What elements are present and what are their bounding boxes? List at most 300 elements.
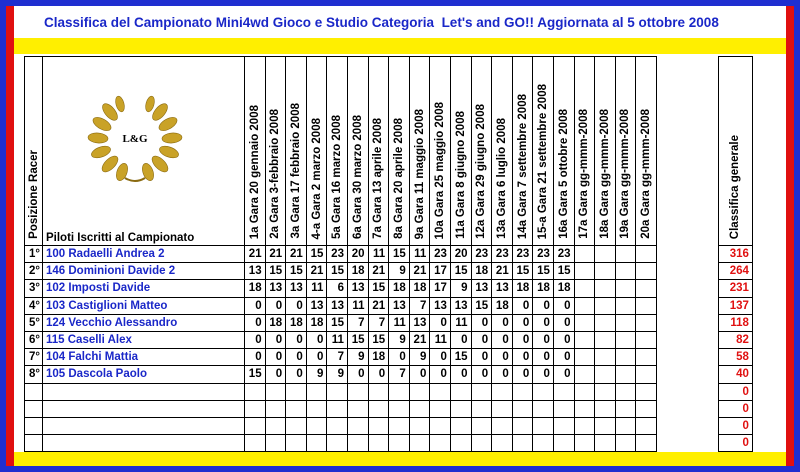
score-cell: [368, 435, 389, 452]
table-row: [25, 314, 753, 331]
score-cell: [615, 280, 636, 297]
score-cell: [574, 280, 595, 297]
pilot-name-cell: [43, 417, 245, 434]
score-cell: [595, 366, 616, 383]
score-cell: [347, 417, 368, 434]
score-cell: 15: [553, 263, 574, 280]
score-cell: 13: [245, 263, 266, 280]
score-cell: 13: [409, 314, 430, 331]
score-cell: 15: [450, 263, 471, 280]
score-cell: 0: [368, 366, 389, 383]
score-cell: [471, 383, 492, 400]
score-cell: [471, 417, 492, 434]
score-cell: 13: [347, 280, 368, 297]
total-cell: 0: [718, 400, 752, 417]
score-cell: [615, 297, 636, 314]
score-cell: 21: [286, 246, 307, 263]
race-header: 14a Gara 7 settembre 2008: [512, 57, 533, 246]
score-cell: [512, 400, 533, 417]
table-row: [25, 400, 753, 417]
spacer-cell: [656, 314, 718, 331]
score-cell: [533, 383, 554, 400]
score-cell: 18: [286, 314, 307, 331]
score-cell: [409, 417, 430, 434]
score-cell: [265, 417, 286, 434]
position-cell: [25, 435, 43, 452]
score-cell: 0: [265, 331, 286, 348]
score-cell: [430, 383, 451, 400]
score-cell: 15: [327, 263, 348, 280]
score-cell: [368, 400, 389, 417]
position-cell: [25, 400, 43, 417]
pilot-name-cell: [43, 400, 245, 417]
score-cell: 7: [368, 314, 389, 331]
score-cell: 11: [347, 297, 368, 314]
score-cell: 23: [512, 246, 533, 263]
score-cell: 20: [347, 246, 368, 263]
score-cell: [327, 400, 348, 417]
total-cell: 0: [718, 383, 752, 400]
score-cell: [553, 417, 574, 434]
score-cell: [595, 331, 616, 348]
score-cell: 0: [492, 314, 513, 331]
position-cell: 5°: [25, 314, 43, 331]
score-cell: 0: [533, 366, 554, 383]
score-cell: 15: [368, 280, 389, 297]
position-cell: 4°: [25, 297, 43, 314]
score-cell: 0: [492, 349, 513, 366]
spacer-cell: [656, 417, 718, 434]
pilot-name-cell: 105 Dascola Paolo: [43, 366, 245, 383]
score-cell: 21: [368, 297, 389, 314]
position-cell: [25, 383, 43, 400]
score-cell: 15: [450, 349, 471, 366]
score-cell: [450, 383, 471, 400]
score-cell: [347, 383, 368, 400]
score-cell: 0: [430, 349, 451, 366]
score-cell: 23: [471, 246, 492, 263]
score-cell: 21: [265, 246, 286, 263]
score-cell: 18: [533, 280, 554, 297]
score-cell: 0: [265, 349, 286, 366]
score-cell: 9: [450, 280, 471, 297]
score-cell: [615, 435, 636, 452]
score-cell: [450, 417, 471, 434]
position-cell: [25, 417, 43, 434]
race-header: 17a Gara gg-mmm-2008: [574, 57, 595, 246]
total-header: Classifica generale: [718, 57, 752, 246]
score-cell: 18: [512, 280, 533, 297]
score-cell: 15: [368, 331, 389, 348]
score-cell: 23: [492, 246, 513, 263]
score-cell: 0: [430, 314, 451, 331]
table-row: [25, 366, 753, 383]
pilot-name-cell: 115 Caselli Alex: [43, 331, 245, 348]
score-cell: [492, 435, 513, 452]
score-cell: 0: [347, 366, 368, 383]
race-header: 2a Gara 3-febbraio 2008: [265, 57, 286, 246]
score-cell: [409, 383, 430, 400]
score-cell: 0: [512, 331, 533, 348]
score-cell: 0: [471, 314, 492, 331]
score-cell: [533, 417, 554, 434]
spacer-cell: [656, 400, 718, 417]
score-cell: [595, 246, 616, 263]
score-cell: [636, 383, 657, 400]
race-header: 20a Gara gg-mmm-2008: [636, 57, 657, 246]
score-cell: 20: [450, 246, 471, 263]
score-cell: 23: [553, 246, 574, 263]
total-cell: 0: [718, 417, 752, 434]
score-cell: [636, 349, 657, 366]
score-cell: [306, 417, 327, 434]
score-cell: [595, 400, 616, 417]
score-cell: 17: [430, 280, 451, 297]
score-cell: 0: [286, 349, 307, 366]
score-cell: 15: [389, 246, 410, 263]
score-cell: 18: [368, 349, 389, 366]
score-cell: 11: [327, 331, 348, 348]
score-cell: [574, 246, 595, 263]
score-cell: [595, 383, 616, 400]
score-cell: [450, 400, 471, 417]
total-cell: 118: [718, 314, 752, 331]
total-cell: 231: [718, 280, 752, 297]
score-cell: 9: [409, 349, 430, 366]
score-cell: 0: [492, 331, 513, 348]
score-cell: 0: [286, 366, 307, 383]
total-cell: 58: [718, 349, 752, 366]
score-cell: 0: [409, 366, 430, 383]
score-cell: [409, 400, 430, 417]
score-cell: 0: [512, 349, 533, 366]
score-cell: 7: [409, 297, 430, 314]
race-header: 13a Gara 6 luglio 2008: [492, 57, 513, 246]
spacer-cell: [656, 383, 718, 400]
score-cell: 23: [430, 246, 451, 263]
table-row: [25, 417, 753, 434]
score-cell: 0: [245, 297, 266, 314]
score-cell: 21: [245, 246, 266, 263]
spacer-cell: [656, 435, 718, 452]
score-cell: 15: [347, 331, 368, 348]
score-cell: [636, 280, 657, 297]
score-cell: [636, 417, 657, 434]
score-cell: [553, 383, 574, 400]
score-cell: 17: [430, 263, 451, 280]
score-cell: 0: [245, 349, 266, 366]
pilot-name-cell: 100 Radaelli Andrea 2: [43, 246, 245, 263]
score-cell: 0: [450, 366, 471, 383]
total-cell: 137: [718, 297, 752, 314]
score-cell: [615, 417, 636, 434]
score-cell: [409, 435, 430, 452]
left-red-border: [6, 6, 14, 466]
score-cell: [553, 435, 574, 452]
score-cell: 21: [368, 263, 389, 280]
top-yellow-band: [14, 38, 786, 54]
race-header: 1a Gara 20 gennaio 2008: [245, 57, 266, 246]
score-cell: [492, 417, 513, 434]
table-row: [25, 435, 753, 452]
score-cell: [368, 383, 389, 400]
race-header: 12a Gara 29 giugno 2008: [471, 57, 492, 246]
score-cell: [595, 280, 616, 297]
score-cell: 0: [533, 331, 554, 348]
score-cell: [389, 435, 410, 452]
score-cell: [615, 383, 636, 400]
score-cell: [636, 263, 657, 280]
score-cell: [574, 383, 595, 400]
score-cell: [595, 435, 616, 452]
score-cell: 9: [327, 366, 348, 383]
score-cell: [450, 435, 471, 452]
score-cell: [471, 435, 492, 452]
score-cell: 0: [553, 297, 574, 314]
score-cell: 9: [347, 349, 368, 366]
spacer-header: [656, 57, 718, 246]
score-cell: 0: [553, 331, 574, 348]
total-cell: 82: [718, 331, 752, 348]
score-cell: [636, 366, 657, 383]
score-cell: 13: [327, 297, 348, 314]
table-row: [25, 331, 753, 348]
score-cell: 18: [389, 280, 410, 297]
score-cell: 21: [492, 263, 513, 280]
score-cell: 11: [306, 280, 327, 297]
score-cell: 0: [430, 366, 451, 383]
score-cell: [574, 349, 595, 366]
race-header: 10a Gara 25 maggio 2008: [430, 57, 451, 246]
score-cell: [306, 400, 327, 417]
page-title: Classifica del Campionato Mini4wd Gioco e Studio Categoria Let's and GO!! Aggiornata al 5 ottobre 2008: [44, 14, 719, 30]
score-cell: 0: [245, 331, 266, 348]
score-cell: [636, 435, 657, 452]
score-cell: 0: [553, 349, 574, 366]
pilot-name-cell: [43, 435, 245, 452]
score-cell: [512, 435, 533, 452]
total-cell: 264: [718, 263, 752, 280]
position-header: Posizione Racer: [25, 57, 43, 246]
score-cell: [615, 246, 636, 263]
score-cell: 21: [409, 263, 430, 280]
score-cell: 11: [368, 246, 389, 263]
score-cell: [245, 383, 266, 400]
score-cell: 13: [306, 297, 327, 314]
spacer-cell: [656, 331, 718, 348]
score-cell: 15: [327, 314, 348, 331]
score-cell: 0: [553, 314, 574, 331]
score-cell: 0: [471, 349, 492, 366]
score-cell: [615, 349, 636, 366]
score-cell: [265, 400, 286, 417]
score-cell: 0: [533, 297, 554, 314]
score-cell: 18: [471, 263, 492, 280]
score-cell: 0: [553, 366, 574, 383]
race-header: 9a Gara 11 maggio 2008: [409, 57, 430, 246]
score-cell: [265, 383, 286, 400]
score-cell: 15: [265, 263, 286, 280]
score-cell: 0: [265, 297, 286, 314]
score-cell: 11: [409, 246, 430, 263]
position-cell: 7°: [25, 349, 43, 366]
score-cell: [574, 263, 595, 280]
spacer-cell: [656, 366, 718, 383]
right-red-border: [786, 6, 794, 466]
score-cell: [595, 417, 616, 434]
score-cell: [245, 417, 266, 434]
total-cell: 316: [718, 246, 752, 263]
race-header: 19a Gara gg-mmm-2008: [615, 57, 636, 246]
score-cell: [574, 435, 595, 452]
race-header: 7a Gara 13 aprile 2008: [368, 57, 389, 246]
table-row: [25, 280, 753, 297]
score-cell: [306, 383, 327, 400]
score-cell: 13: [265, 280, 286, 297]
score-cell: [636, 314, 657, 331]
score-cell: 7: [347, 314, 368, 331]
score-cell: [265, 435, 286, 452]
score-cell: [471, 400, 492, 417]
race-header: 4-a Gara 2 marzo 2008: [306, 57, 327, 246]
score-cell: [615, 366, 636, 383]
score-cell: 11: [450, 314, 471, 331]
score-cell: 0: [286, 331, 307, 348]
score-cell: [533, 400, 554, 417]
score-cell: [574, 297, 595, 314]
title-bar: [14, 6, 786, 38]
score-cell: 0: [533, 314, 554, 331]
score-cell: [430, 400, 451, 417]
score-cell: [574, 314, 595, 331]
score-cell: 15: [533, 263, 554, 280]
laurel-wreath-icon: [80, 82, 190, 192]
score-cell: [286, 417, 307, 434]
score-cell: 15: [306, 246, 327, 263]
score-cell: [595, 349, 616, 366]
score-cell: [553, 400, 574, 417]
score-cell: 21: [409, 331, 430, 348]
score-cell: [574, 331, 595, 348]
score-cell: [595, 297, 616, 314]
score-cell: [327, 383, 348, 400]
score-cell: 7: [327, 349, 348, 366]
spacer-cell: [656, 297, 718, 314]
score-cell: 0: [533, 349, 554, 366]
bottom-yellow-band: [14, 452, 786, 466]
pilots-header: Piloti Iscritti al Campionato: [43, 57, 245, 246]
score-cell: 13: [389, 297, 410, 314]
score-cell: [430, 435, 451, 452]
score-cell: 0: [306, 349, 327, 366]
spacer-cell: [656, 280, 718, 297]
spacer-cell: [656, 349, 718, 366]
score-cell: 0: [265, 366, 286, 383]
score-cell: [636, 297, 657, 314]
score-cell: 0: [471, 331, 492, 348]
score-cell: 0: [512, 314, 533, 331]
score-cell: [306, 435, 327, 452]
score-cell: [615, 263, 636, 280]
total-cell: 0: [718, 435, 752, 452]
score-cell: [615, 400, 636, 417]
score-cell: [347, 435, 368, 452]
table-row: [25, 349, 753, 366]
score-cell: 13: [471, 280, 492, 297]
score-cell: [286, 435, 307, 452]
score-cell: 6: [327, 280, 348, 297]
score-cell: 18: [347, 263, 368, 280]
score-cell: [286, 383, 307, 400]
score-cell: [615, 331, 636, 348]
score-cell: 23: [327, 246, 348, 263]
position-cell: 8°: [25, 366, 43, 383]
score-cell: 18: [265, 314, 286, 331]
score-cell: [389, 417, 410, 434]
table-row: [25, 246, 753, 263]
standings-body: [25, 246, 753, 452]
score-cell: 11: [430, 331, 451, 348]
total-cell: 40: [718, 366, 752, 383]
position-cell: 3°: [25, 280, 43, 297]
score-cell: 15: [286, 263, 307, 280]
pilot-name-cell: 124 Vecchio Alessandro: [43, 314, 245, 331]
score-cell: 13: [450, 297, 471, 314]
score-cell: [595, 314, 616, 331]
score-cell: [327, 417, 348, 434]
score-cell: 13: [430, 297, 451, 314]
score-cell: 7: [389, 366, 410, 383]
race-header: 6a Gara 30 marzo 2008: [347, 57, 368, 246]
score-cell: 0: [306, 331, 327, 348]
score-cell: 9: [306, 366, 327, 383]
score-cell: [347, 400, 368, 417]
score-cell: [595, 263, 616, 280]
score-cell: 0: [492, 366, 513, 383]
score-cell: 13: [492, 280, 513, 297]
score-cell: 18: [245, 280, 266, 297]
score-cell: [574, 366, 595, 383]
score-cell: [512, 417, 533, 434]
score-cell: [245, 400, 266, 417]
pilot-name-cell: 104 Falchi Mattia: [43, 349, 245, 366]
score-cell: [389, 383, 410, 400]
spacer-cell: [656, 246, 718, 263]
score-cell: [533, 435, 554, 452]
score-cell: [368, 417, 389, 434]
score-cell: [615, 314, 636, 331]
score-cell: 23: [533, 246, 554, 263]
table-row: [25, 263, 753, 280]
score-cell: 18: [409, 280, 430, 297]
score-cell: [245, 435, 266, 452]
pilot-name-cell: 146 Dominioni Davide 2: [43, 263, 245, 280]
score-cell: 21: [306, 263, 327, 280]
pilot-name-cell: 102 Imposti Davide: [43, 280, 245, 297]
score-cell: 15: [245, 366, 266, 383]
position-cell: 1°: [25, 246, 43, 263]
score-cell: [574, 400, 595, 417]
score-cell: [492, 400, 513, 417]
score-cell: [492, 383, 513, 400]
score-cell: [430, 417, 451, 434]
table-row: [25, 383, 753, 400]
race-header: 3a Gara 17 febbraio 2008: [286, 57, 307, 246]
race-header: 15-a Gara 21 settembre 2008: [533, 57, 554, 246]
race-header: 18a Gara gg-mmm-2008: [595, 57, 616, 246]
logo-text: L&G: [122, 133, 148, 145]
score-cell: 18: [306, 314, 327, 331]
